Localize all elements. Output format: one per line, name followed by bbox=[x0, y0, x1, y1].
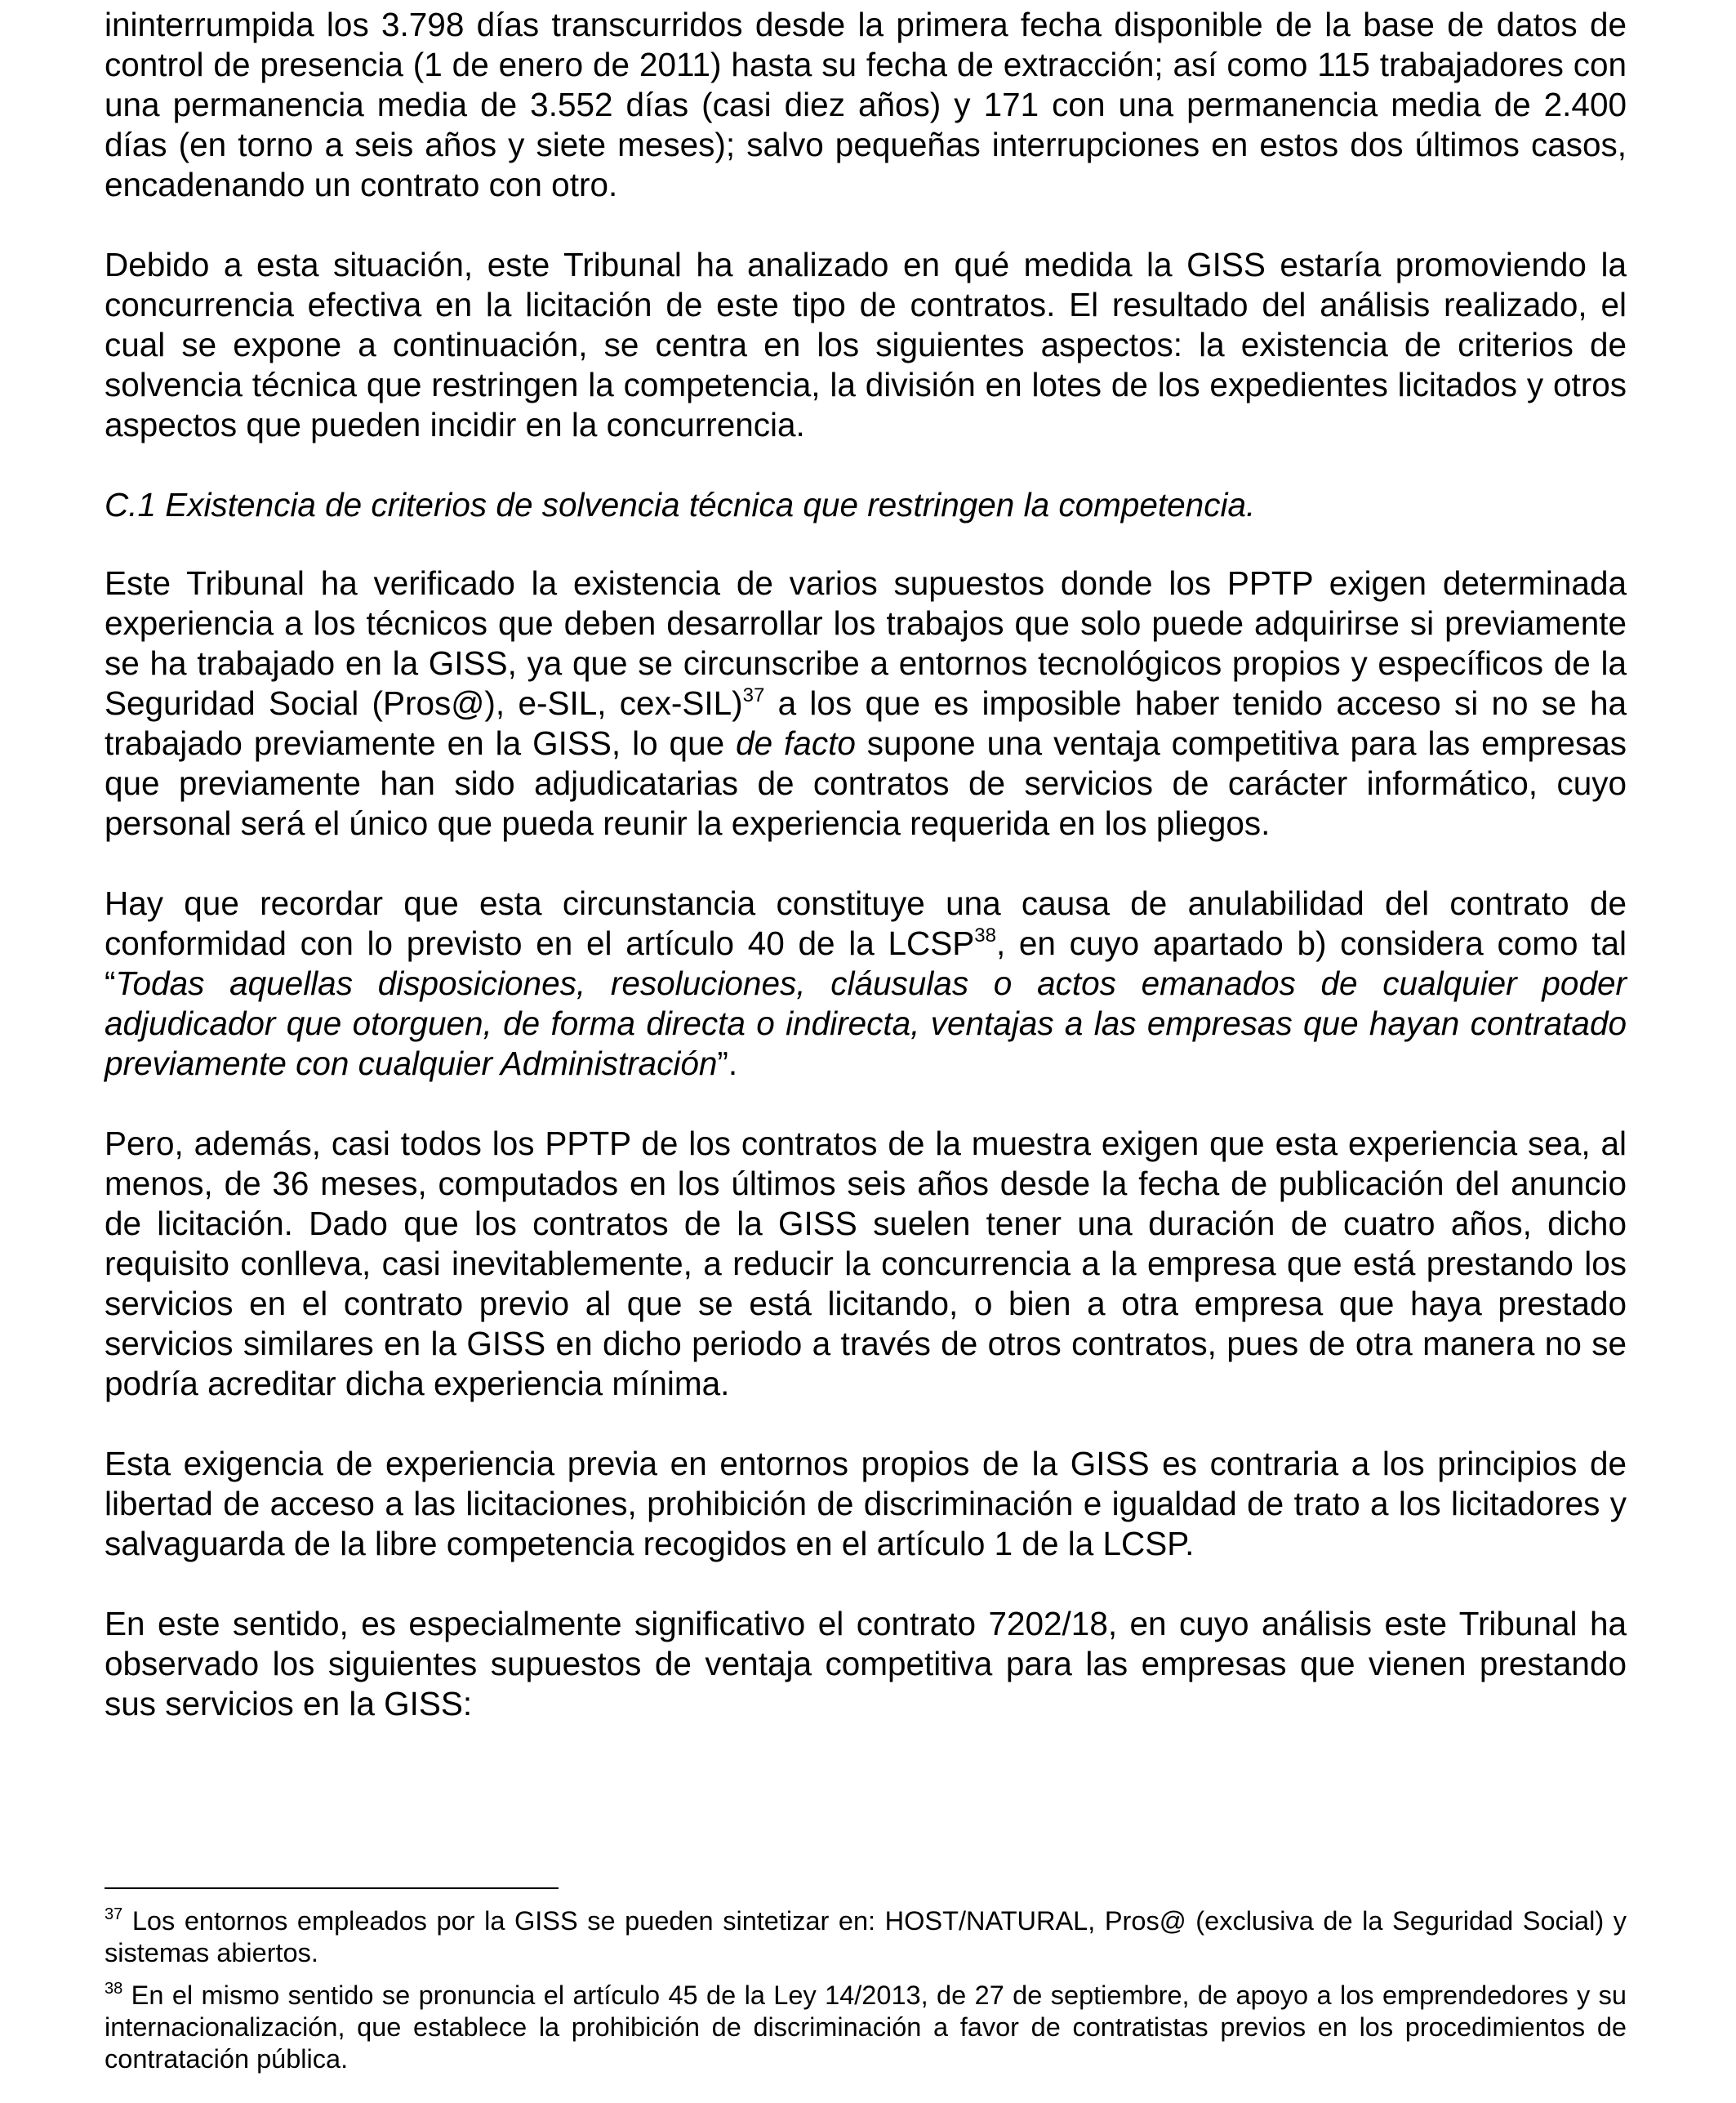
section-heading-c1: C.1 Existencia de criterios de solvencia técnica que restringen la competencia. bbox=[105, 486, 1256, 524]
paragraph-36-meses: Pero, además, casi todos los PPTP de los contratos de la muestra exigen que esta experiencia sea, al menos, de 36 meses, computados en los últimos seis años desde la fecha de publicación del anuncio de licitación. Dado que los contratos de la GISS suelen tener una duración de cuatro años, dicho requisito conlleva, casi inevitablemente, a reducir la concurrencia a la empresa que está prestando los servicios en el contrato previo al que se está licitando, o bien a otra empresa que haya prestado servicios similares en la GISS en dicho periodo a través de otros contratos, pues de otra manera no se podría acreditar dicha experiencia mínima. bbox=[105, 1125, 1627, 1402]
legal-quote: Todas aquellas disposiciones, resoluciones, cláusulas o actos emanados de cualquier poder adjudicador que otorguen, de forma directa o indirecta, ventajas a las empresas que hayan contratado previamente con cualquier Administración bbox=[105, 965, 1627, 1082]
paragraph-contrato-7202: En este sentido, es especialmente significativo el contrato 7202/18, en cuyo análisis este Tribunal ha observado los siguientes supuestos de ventaja competitiva para las empresas que vienen prestando sus servicios en la GISS: bbox=[105, 1605, 1627, 1722]
document-body bbox=[105, 5, 1627, 1764]
footnote-text: Los entornos empleados por la GISS se pueden sintetizar en: HOST/NATURAL, Pros@ (exclusiva de la Seguridad Social) y sistemas abiertos. bbox=[105, 1906, 1627, 1967]
text-segment: Este Tribunal ha verificado la existencia de varios supuestos donde los PPTP exigen determinada experiencia a los técnicos que deben desarrollar los trabajos que solo puede adquirirse si previamente se ha trabajado en la GISS, ya que se circunscribe a entornos tecnológicos propios y específicos de la Seguridad Social (Pros@), e-SIL, cex-SIL) bbox=[105, 564, 1627, 722]
footnote-separator bbox=[105, 1887, 559, 1889]
paragraph-anulabilidad bbox=[105, 884, 1627, 1084]
footnote-number: 37 bbox=[105, 1905, 123, 1923]
italic-term: de facto bbox=[736, 724, 856, 762]
paragraph-analisis-concurrencia: Debido a esta situación, este Tribunal ha analizado en qué medida la GISS estaría promoviendo la concurrencia efectiva en la licitación de este tipo de contratos. El resultado del análisis realizado, el cual se expone a continuación, se centra en los siguientes aspectos: la existencia de criterios de solvencia técnica que restringen la competencia, la división en lotes de los expedientes licitados y otros aspectos que pueden incidir en la concurrencia. bbox=[105, 246, 1627, 443]
footnote-37 bbox=[105, 1905, 1627, 1969]
footnote-ref-37[interactable]: 37 bbox=[742, 684, 765, 706]
paragraph-permanencia: ininterrumpida los 3.798 días transcurridos desde la primera fecha disponible de la base de datos de control de presencia (1 de enero de 2011) hasta su fecha de extracción; así como 115 trabajadores con una permanencia media de 3.552 días (casi diez años) y 171 con una permanencia media de 2.400 días (en torno a seis años y siete meses); salvo pequeñas interrupciones en estos dos últimos casos, encadenando un contrato con otro. bbox=[105, 6, 1627, 203]
text-segment: ”. bbox=[717, 1045, 738, 1082]
text-segment: a los que es imposible haber tenido acceso si no se ha trabajado previamente en la GISS, lo que bbox=[105, 684, 1627, 762]
paragraph-principios: Esta exigencia de experiencia previa en entornos propios de la GISS es contraria a los principios de libertad de acceso a las licitaciones, prohibición de discriminación e igualdad de trato a los licitadores y salvaguarda de la libre competencia recogidos en el artículo 1 de la LCSP. bbox=[105, 1445, 1627, 1562]
text-segment: , en cuyo apartado b) considera como tal “ bbox=[105, 925, 1627, 1002]
footnote-ref-38[interactable]: 38 bbox=[974, 925, 996, 947]
footnotes-section bbox=[105, 1887, 1627, 2086]
paragraph-experiencia-tecnicos bbox=[105, 564, 1627, 844]
footnote-text: En el mismo sentido se pronuncia el artículo 45 de la Ley 14/2013, de 27 de septiembre, de apoyo a los emprendedores y su internacionalización, que establece la prohibición de discriminación a favor de contratistas previos en los procedimientos de contratación pública. bbox=[105, 1980, 1627, 2074]
footnote-number: 38 bbox=[105, 1980, 123, 1998]
footnote-38 bbox=[105, 1980, 1627, 2075]
text-segment: supone una ventaja competitiva para las empresas que previamente han sido adjudicatarias de contratos de servicios de carácter informático, cuyo personal será el único que pueda reunir la experiencia requerida en los pliegos. bbox=[105, 724, 1627, 842]
text-segment: Hay que recordar que esta circunstancia constituye una causa de anulabilidad del contrato de conformidad con lo previsto en el artículo 40 de la LCSP bbox=[105, 884, 1627, 962]
